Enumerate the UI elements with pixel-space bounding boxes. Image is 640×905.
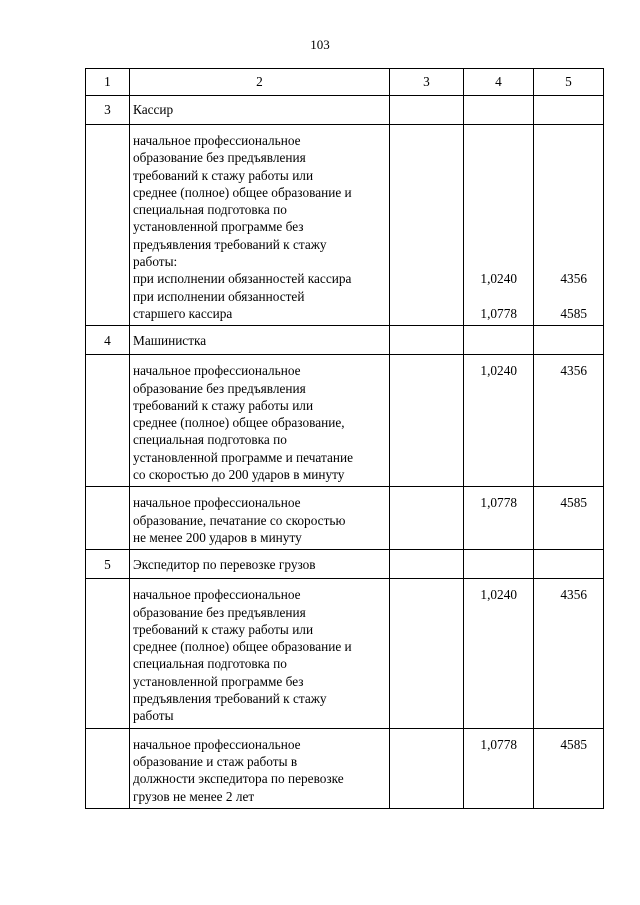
section-row-typist [86, 326, 604, 355]
table-row [86, 125, 604, 326]
salary-value: 4356 [534, 355, 604, 487]
header-col-5: 5 [534, 69, 604, 96]
requirement-text: начальное профессиональное образование без предъявления требований к стажу работы или среднее (полное) общее образование и специальная подготовка по установленной программе без предъявления требований к стажу работы: при исполнении обязанностей кассира при исполнении обязанностей старшего кассира [130, 125, 390, 326]
section-title: Кассир [130, 96, 390, 125]
section-title: Машинистка [130, 326, 390, 355]
section-row-forwarder [86, 550, 604, 579]
header-col-2: 2 [130, 69, 390, 96]
table-row [86, 487, 604, 550]
section-row-cashier [86, 96, 604, 125]
salary-cell [534, 125, 604, 326]
requirement-text: начальное профессиональное образование, печатание со скоростью не менее 200 ударов в минуту [130, 487, 390, 550]
salary-value: 4585 [534, 728, 604, 808]
table-row [86, 728, 604, 808]
salary-value: 4356 [534, 579, 604, 728]
table-row [86, 579, 604, 728]
salary-value: 4585 [534, 487, 604, 550]
header-col-1: 1 [86, 69, 130, 96]
coefficient-value: 1,0778 [464, 487, 534, 550]
section-number: 3 [86, 96, 130, 125]
coefficient-value: 1,0240 [480, 271, 517, 287]
section-title: Экспедитор по перевозке грузов [130, 550, 390, 579]
table-header-row [86, 69, 604, 96]
coefficient-value: 1,0778 [464, 728, 534, 808]
section-number: 4 [86, 326, 130, 355]
tariff-table [85, 68, 604, 809]
salary-value: 4585 [560, 305, 587, 321]
page-number: 103 [310, 37, 330, 52]
header-col-3: 3 [390, 69, 464, 96]
coefficient-value: 1,0240 [464, 579, 534, 728]
salary-value: 4356 [560, 271, 587, 287]
section-number: 5 [86, 550, 130, 579]
table-row [86, 355, 604, 487]
requirement-text: начальное профессиональное образование без предъявления требований к стажу работы или среднее (полное) общее образование, специальная подготовка по установленной программе и печатание со скоростью до 200 ударов в минуту [130, 355, 390, 487]
coefficient-value: 1,0240 [464, 355, 534, 487]
requirement-text: начальное профессиональное образование без предъявления требований к стажу работы или среднее (полное) общее образование и специальная подготовка по установленной программе без предъявления требований к стажу работы [130, 579, 390, 728]
requirement-text: начальное профессиональное образование и стаж работы в должности экспедитора по перевозке грузов не менее 2 лет [130, 728, 390, 808]
header-col-4: 4 [464, 69, 534, 96]
coefficient-value: 1,0778 [480, 305, 517, 321]
coefficient-cell [464, 125, 534, 326]
